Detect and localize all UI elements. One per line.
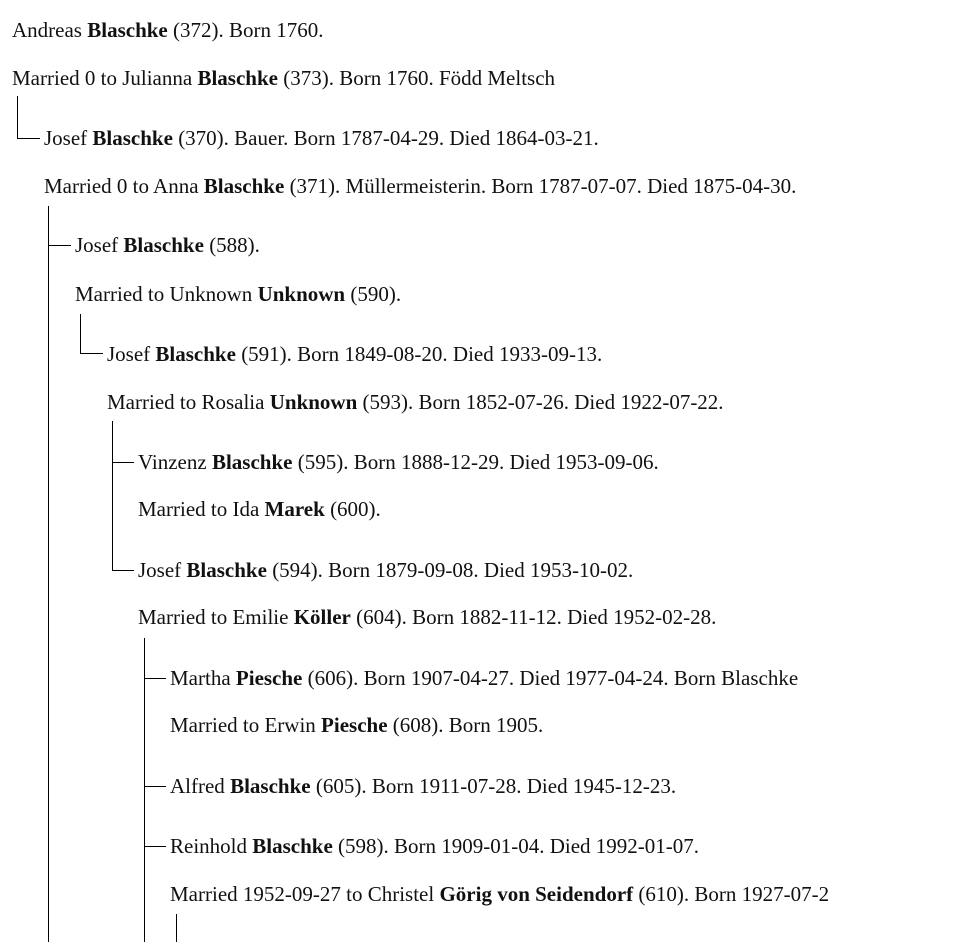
surname: Blaschke (211, 450, 293, 474)
tree-connector-branch (144, 846, 166, 847)
surname: Blaschke (252, 834, 333, 858)
surname: Blaschke (123, 233, 204, 257)
given-text: Married to Rosalia (107, 390, 270, 414)
given-text: Vinzenz (138, 450, 212, 474)
surname: Blaschke (92, 126, 173, 150)
details-text: (610). Born 1927-07-2 (633, 882, 830, 906)
surname: Köller (293, 605, 351, 629)
spouse-emilie-koller (138, 605, 716, 629)
given-text: Martha (170, 666, 236, 690)
tree-connector-vertical (112, 421, 113, 570)
surname: Marek (264, 497, 325, 521)
tree-connector-branch (48, 245, 71, 246)
person-josef-blaschke-594 (138, 558, 633, 582)
person-andreas-blaschke (12, 18, 324, 42)
given-text: Alfred (170, 774, 231, 798)
details-text: (606). Born 1907-04-27. Died 1977-04-24. Born Blaschke (302, 666, 799, 690)
person-reinhold-blaschke (170, 834, 699, 858)
surname: Görig von Seidendorf (439, 882, 634, 906)
person-vinzenz-blaschke (138, 450, 659, 474)
surname: Piesche (235, 666, 303, 690)
tree-connector-branch (17, 138, 40, 139)
given-text: Josef (107, 342, 156, 366)
surname: Blaschke (230, 774, 311, 798)
details-text: (594). Born 1879-09-08. Died 1953-10-02. (266, 558, 634, 582)
tree-connector-vertical (144, 638, 145, 942)
surname: Blaschke (87, 18, 168, 42)
details-text: (373). Born 1760. Född Meltsch (277, 66, 556, 90)
spouse-erwin-piesche (170, 713, 543, 737)
tree-connector-branch (144, 678, 166, 679)
surname: Unknown (269, 390, 358, 414)
person-josef-blaschke-588 (75, 233, 260, 257)
given-text: Josef (44, 126, 93, 150)
tree-connector-vertical (80, 314, 81, 353)
details-text: (604). Born 1882-11-12. Died 1952-02-28. (350, 605, 717, 629)
surname: Blaschke (155, 342, 236, 366)
spouse-christel-gorig-von-seidendorf (170, 882, 829, 906)
given-text: Reinhold (170, 834, 253, 858)
person-josef-blaschke-591 (107, 342, 602, 366)
surname: Piesche (321, 713, 388, 737)
details-text: (600). (324, 497, 381, 521)
tree-connector-branch (112, 570, 134, 571)
tree-connector-vertical (17, 96, 18, 138)
details-text: (595). Born 1888-12-29. Died 1953-09-06. (292, 450, 659, 474)
given-text: Married to Erwin (170, 713, 322, 737)
surname: Unknown (257, 282, 346, 306)
given-text: Josef (138, 558, 187, 582)
given-text: Married to Unknown (75, 282, 258, 306)
details-text: (598). Born 1909-01-04. Died 1992-01-07. (332, 834, 700, 858)
details-text: (608). Born 1905. (387, 713, 544, 737)
surname: Blaschke (186, 558, 267, 582)
given-text: Married 0 to Julianna (12, 66, 198, 90)
given-text: Married 1952-09-27 to Christel (170, 882, 440, 906)
spouse-anna-blaschke (44, 174, 796, 198)
tree-connector-branch (144, 786, 166, 787)
person-alfred-blaschke (170, 774, 676, 798)
details-text: (588). (203, 233, 260, 257)
surname: Blaschke (203, 174, 285, 198)
tree-connector-vertical (48, 206, 49, 942)
details-text: (372). Born 1760. (167, 18, 324, 42)
spouse-unknown-590 (75, 282, 401, 306)
spouse-rosalia-unknown (107, 390, 724, 414)
tree-connector-vertical (176, 914, 177, 942)
surname: Blaschke (197, 66, 278, 90)
spouse-ida-marek (138, 497, 381, 521)
details-text: (605). Born 1911-07-28. Died 1945-12-23. (310, 774, 677, 798)
tree-connector-branch (112, 462, 134, 463)
details-text: (591). Born 1849-08-20. Died 1933-09-13. (235, 342, 603, 366)
tree-connector-branch (80, 353, 103, 354)
person-martha-piesche (170, 666, 798, 690)
given-text: Andreas (12, 18, 88, 42)
given-text: Married to Emilie (138, 605, 294, 629)
spouse-julianna-blaschke (12, 66, 555, 90)
details-text: (590). (345, 282, 402, 306)
details-text: (370). Bauer. Born 1787-04-29. Died 1864-03-21. (172, 126, 599, 150)
given-text: Josef (75, 233, 124, 257)
person-josef-blaschke-370 (44, 126, 599, 150)
given-text: Married 0 to Anna (44, 174, 204, 198)
given-text: Married to Ida (138, 497, 265, 521)
details-text: (371). Müllermeisterin. Born 1787-07-07. Died 1875-04-30. (284, 174, 797, 198)
details-text: (593). Born 1852-07-26. Died 1922-07-22. (357, 390, 724, 414)
